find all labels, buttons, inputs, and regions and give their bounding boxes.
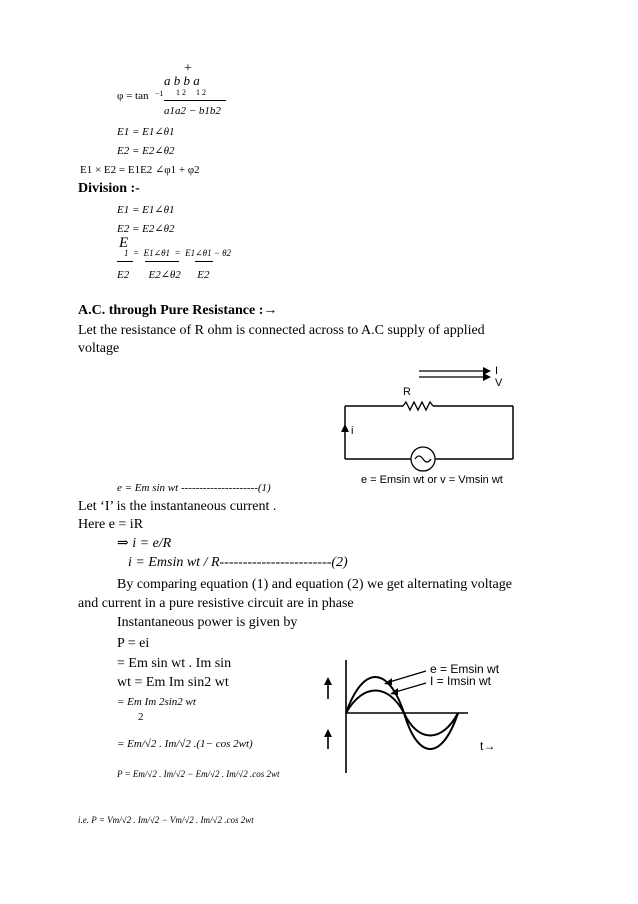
wave-t-label: t→ [480, 739, 496, 753]
division-heading: Division :- [78, 181, 140, 196]
intro-line-1: Let the resistance of R ohm is connected across to A.C supply of applied [78, 323, 485, 338]
eq2: i = Emsin wt / R------------------------(2) [128, 555, 348, 570]
p-frac-2: = Em/√2 . Im/√2 .(1− cos 2wt) [117, 738, 253, 750]
p-ei: P = ei [117, 636, 150, 651]
p-line-2: wt = Em Im sin2 wt [117, 675, 229, 690]
plus-sign: + [184, 61, 192, 76]
p-final: i.e. P = Vm/√2 . Im/√2 − Vm/√2 . Im/√2 .cos 2wt [78, 815, 254, 825]
div-bar2 [145, 261, 179, 262]
implies-line: ⇒ i = e/R [117, 536, 172, 551]
v-arrow-label: V [495, 377, 503, 389]
power-intro: Instantaneous power is given by [117, 615, 298, 630]
voltage-current-waveform [318, 655, 538, 775]
resistor-label: R [403, 386, 411, 398]
div-bar1 [117, 261, 133, 262]
div-frac-top: E [119, 235, 129, 251]
p-frac-1: = Em Im 2sin2 wt [117, 696, 196, 708]
wave-e-label: e = Emsin wt [430, 662, 500, 676]
p-frac-1-den: 2 [138, 711, 144, 723]
current-small-i: i [351, 425, 354, 437]
mult-product: E1 × E2 = E1E2 ∠φ1 + φ2 [80, 164, 200, 176]
div-e1: E1 = E1∠θ1 [117, 204, 175, 216]
intro-line-2: voltage [78, 341, 120, 356]
eq1: e = Em sin wt ---------------------(1) [117, 482, 271, 494]
p-frac-3: P = Em/√2 . Im/√2 − Em/√2 . Im/√2 .cos 2wt [117, 769, 280, 779]
phase-denominator: a1a2 − b1b2 [164, 105, 221, 117]
i-arrow-label: I [495, 365, 499, 377]
compare-line-1: By comparing equation (1) and equation (2) we get alternating voltage [117, 577, 512, 592]
div-bar3 [195, 261, 213, 262]
div-frac-bottom: E2 E2∠θ2 E2 [117, 269, 210, 281]
phase-numerator-subs: 1 2 1 2 [176, 88, 206, 97]
resistive-circuit-diagram [315, 362, 535, 487]
current-line: Let ‘I’ is the instantaneous current . [78, 499, 277, 514]
phase-sup: −1 [155, 89, 164, 98]
mult-e1: E1 = E1∠θ1 [117, 126, 175, 138]
p-line-1: = Em sin wt . Im sin [117, 656, 232, 671]
circuit-caption: e = Emsin wt or v = Vmsin wt [361, 474, 503, 486]
div-e2: E2 = E2∠θ2 [117, 223, 175, 235]
phase-numerator: a b b a [164, 73, 200, 88]
here-line: Here e = iR [78, 517, 144, 532]
wave-i-label: I = Imsin wt [430, 674, 492, 688]
phase-lhs: φ = tan [117, 90, 149, 102]
mult-e2: E2 = E2∠θ2 [117, 145, 175, 157]
phase-fraction-bar [164, 100, 226, 101]
div-frac-mid: 1 = E1∠θ1 = E1∠θ1 − θ2 [124, 248, 232, 258]
section-heading: A.C. through Pure Resistance :→ [78, 303, 278, 318]
compare-line-2: and current in a pure resistive circuit are in phase [78, 596, 354, 611]
